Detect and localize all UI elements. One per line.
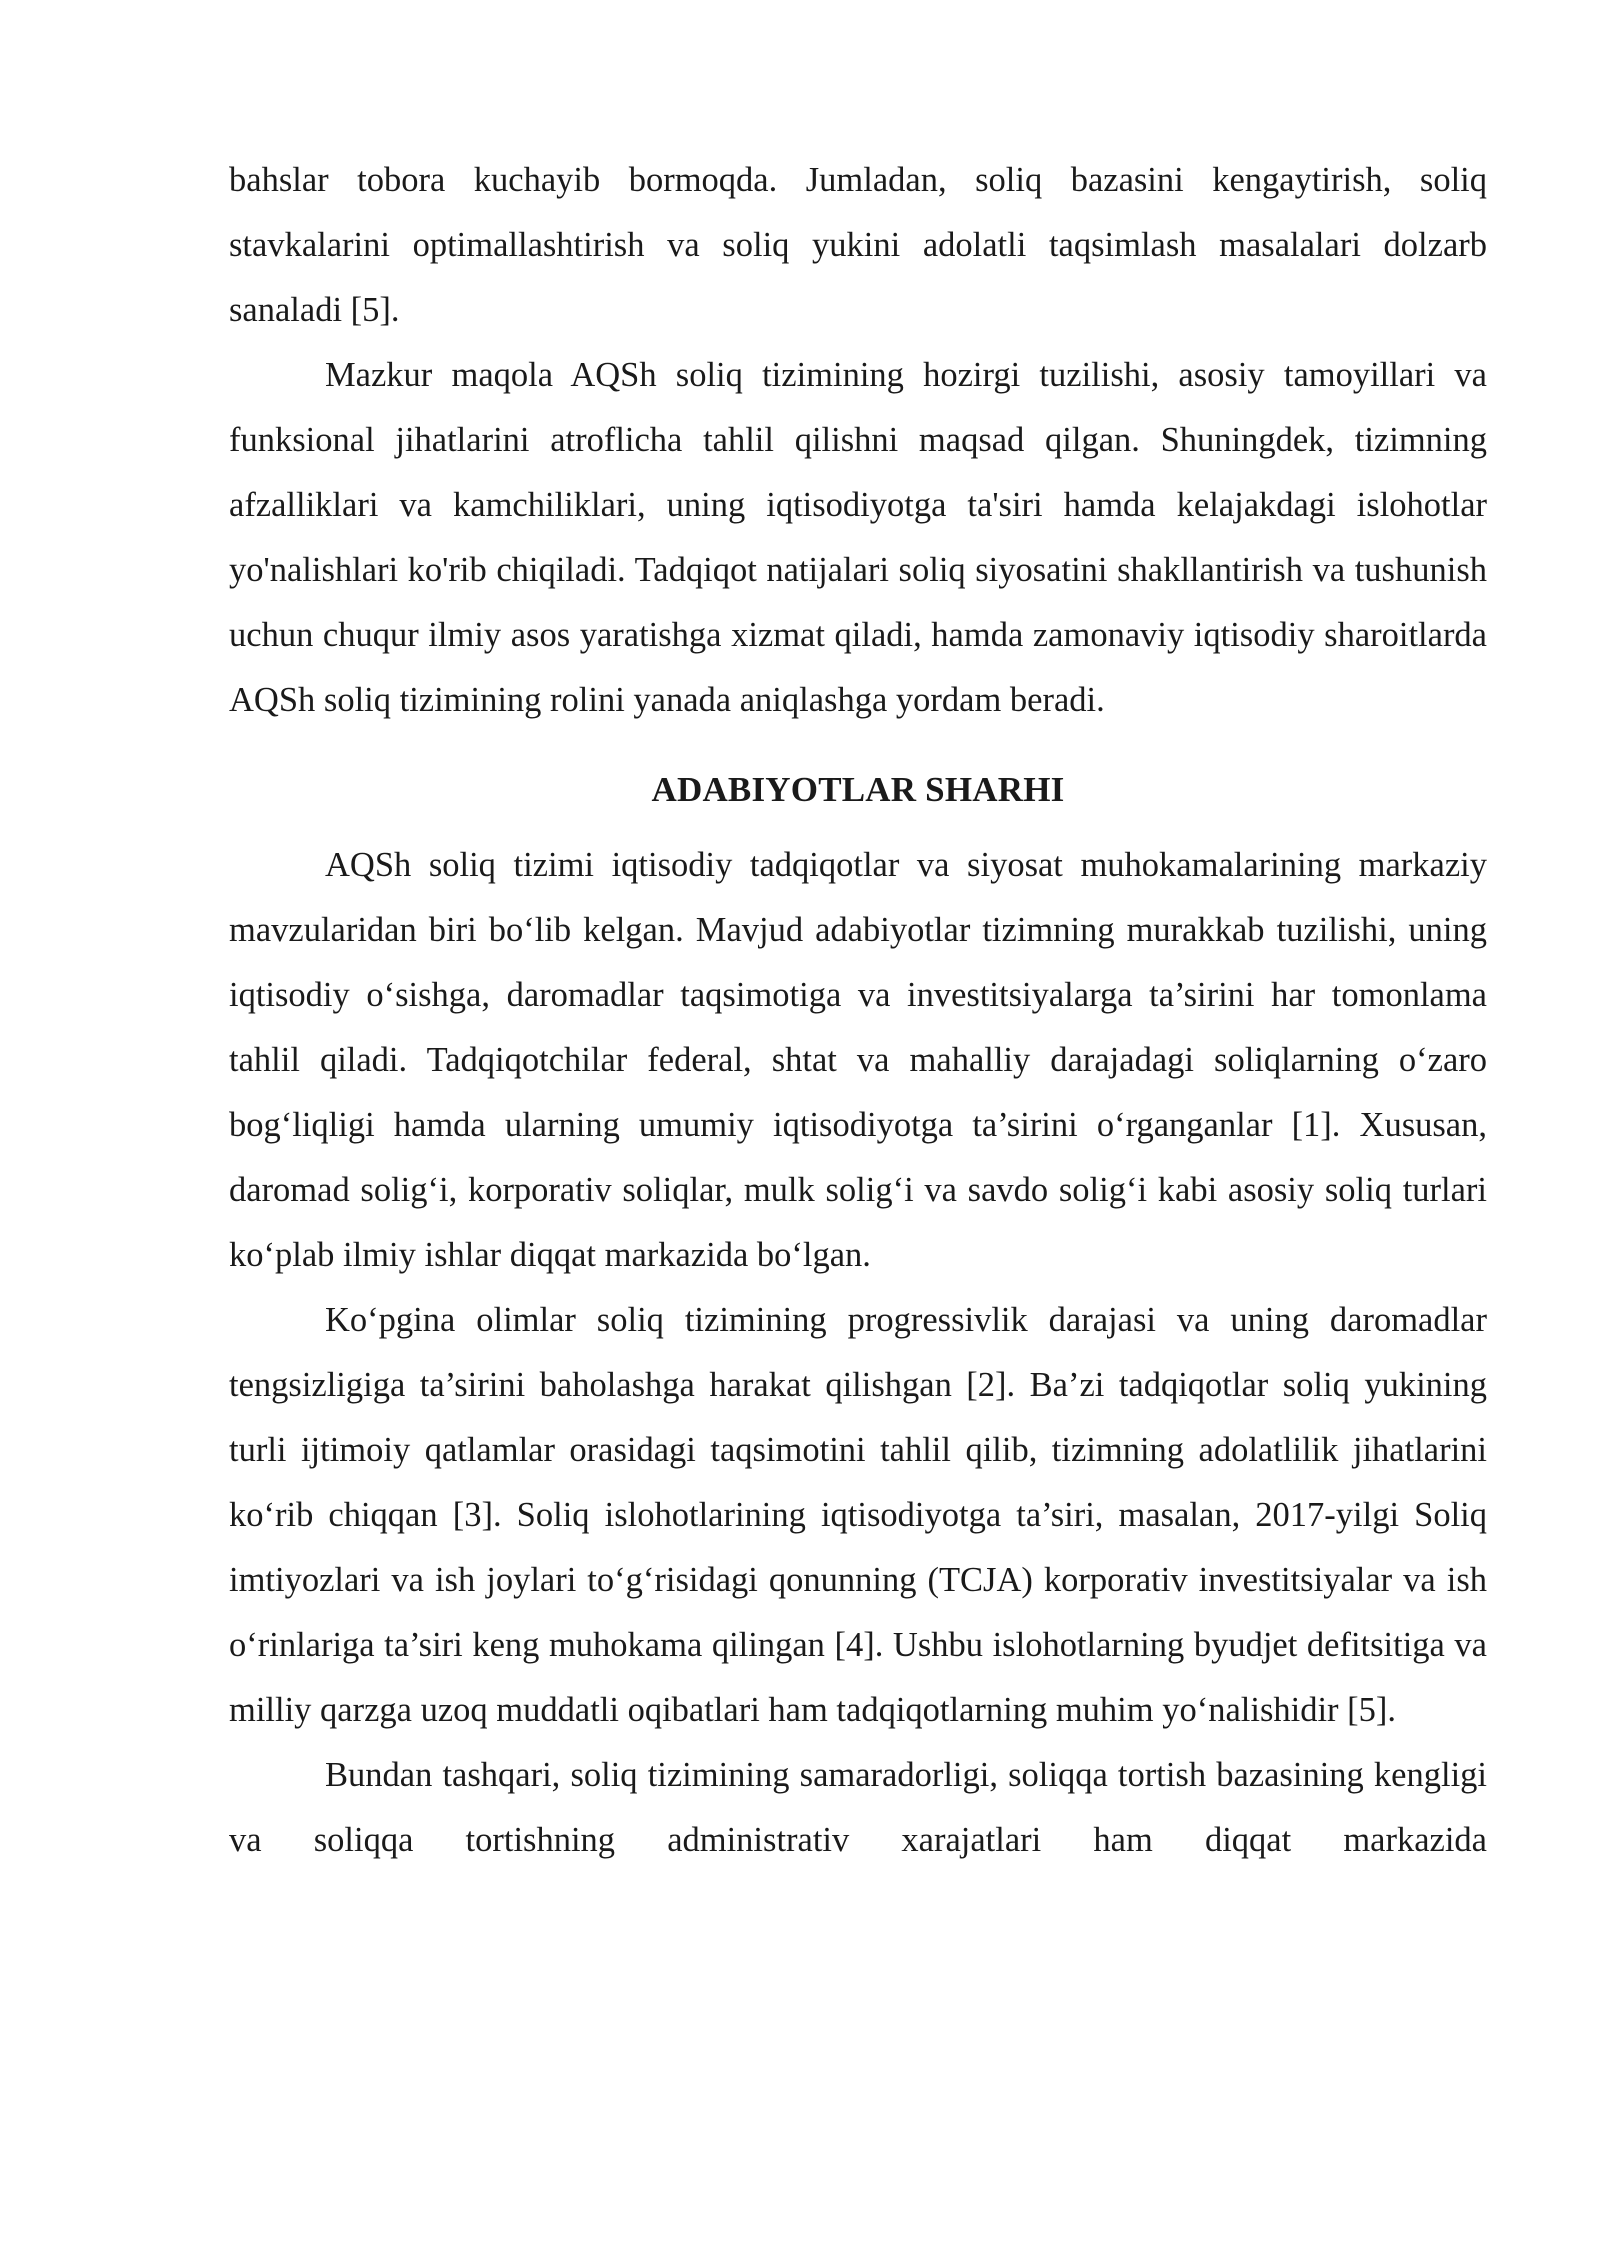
paragraph-review-2: Ko‘pgina olimlar soliq tizimining progressivlik darajasi va uning daromadlar tengsizligiga ta’sirini baholashga harakat qilishgan [2]. Ba’zi tadqiqotlar soliq yukining turli ijtimoiy qatlamlar orasidagi taqsimotini tahlil qilib, tizimning adolatlilik jihatlarini ko‘rib chiqqan [3]. Soliq islohotlarining iqtisodiyotga ta’siri, masalan, 2017-yilgi Soliq imtiyozlari va ish joylari to‘g‘risidagi qonunning (TCJA) korporativ investitsiyalar va ish o‘rinlariga ta’siri keng muhokama qilingan [4]. Ushbu islohotlarning byudjet defitsitiga va milliy qarzga uzoq muddatli oqibatlari ham tadqiqotlarning muhim yo‘nalishidir [5]. xyxy=(229,1301,1487,1729)
paragraph-intro-aim: Mazkur maqola AQSh soliq tizimining hozirgi tuzilishi, asosiy tamoyillari va funksional jihatlarini atroflicha tahlil qilishni maqsad qilgan. Shuningdek, tizimning afzalliklari va kamchiliklari, uning iqtisodiyotga ta'siri hamda kelajakdagi islohotlar yo'nalishlari ko'rib chiqiladi. Tadqiqot natijalari soliq siyosatini shakllantirish va tushunish uchun chuqur ilmiy asos yaratishga xizmat qiladi, hamda zamonaviy iqtisodiy sharoitlarda AQSh soliq tizimining rolini yanada aniqlashga yordam beradi. xyxy=(229,356,1487,719)
paragraph-review-1: AQSh soliq tizimi iqtisodiy tadqiqotlar va siyosat muhokamalarining markaziy mavzularidan biri bo‘lib kelgan. Mavjud adabiyotlar tizimning murakkab tuzilishi, uning iqtisodiy o‘sishga, daromadlar taqsimotiga va investitsiyalarga ta’sirini har tomonlama tahlil qiladi. Tadqiqotchilar federal, shtat va mahalliy darajadagi soliqlarning o‘zaro bog‘liqligi hamda ularning umumiy iqtisodiyotga ta’sirini o‘rganganlar [1]. Xususan, daromad solig‘i, korporativ soliqlar, mulk solig‘i va savdo solig‘i kabi asosiy soliq turlari ko‘plab ilmiy ishlar diqqat markazida bo‘lgan. xyxy=(229,846,1487,1274)
paragraph-review-3-partial: Bundan tashqari, soliq tizimining samaradorligi, soliqqa tortish bazasining kengligi va soliqqa tortishning administrativ xarajatlari ham diqqat markazida xyxy=(229,1756,1487,1859)
section-heading: ADABIYOTLAR SHARHI xyxy=(651,770,1065,809)
document-page xyxy=(229,148,1487,1873)
paragraph-intro-continued: bahslar tobora kuchayib bormoqda. Jumladan, soliq bazasini kengaytirish, soliq stavkalarini optimallashtirish va soliq yukini adolatli taqsimlash masalalari dolzarb sanaladi [5]. xyxy=(229,161,1487,329)
